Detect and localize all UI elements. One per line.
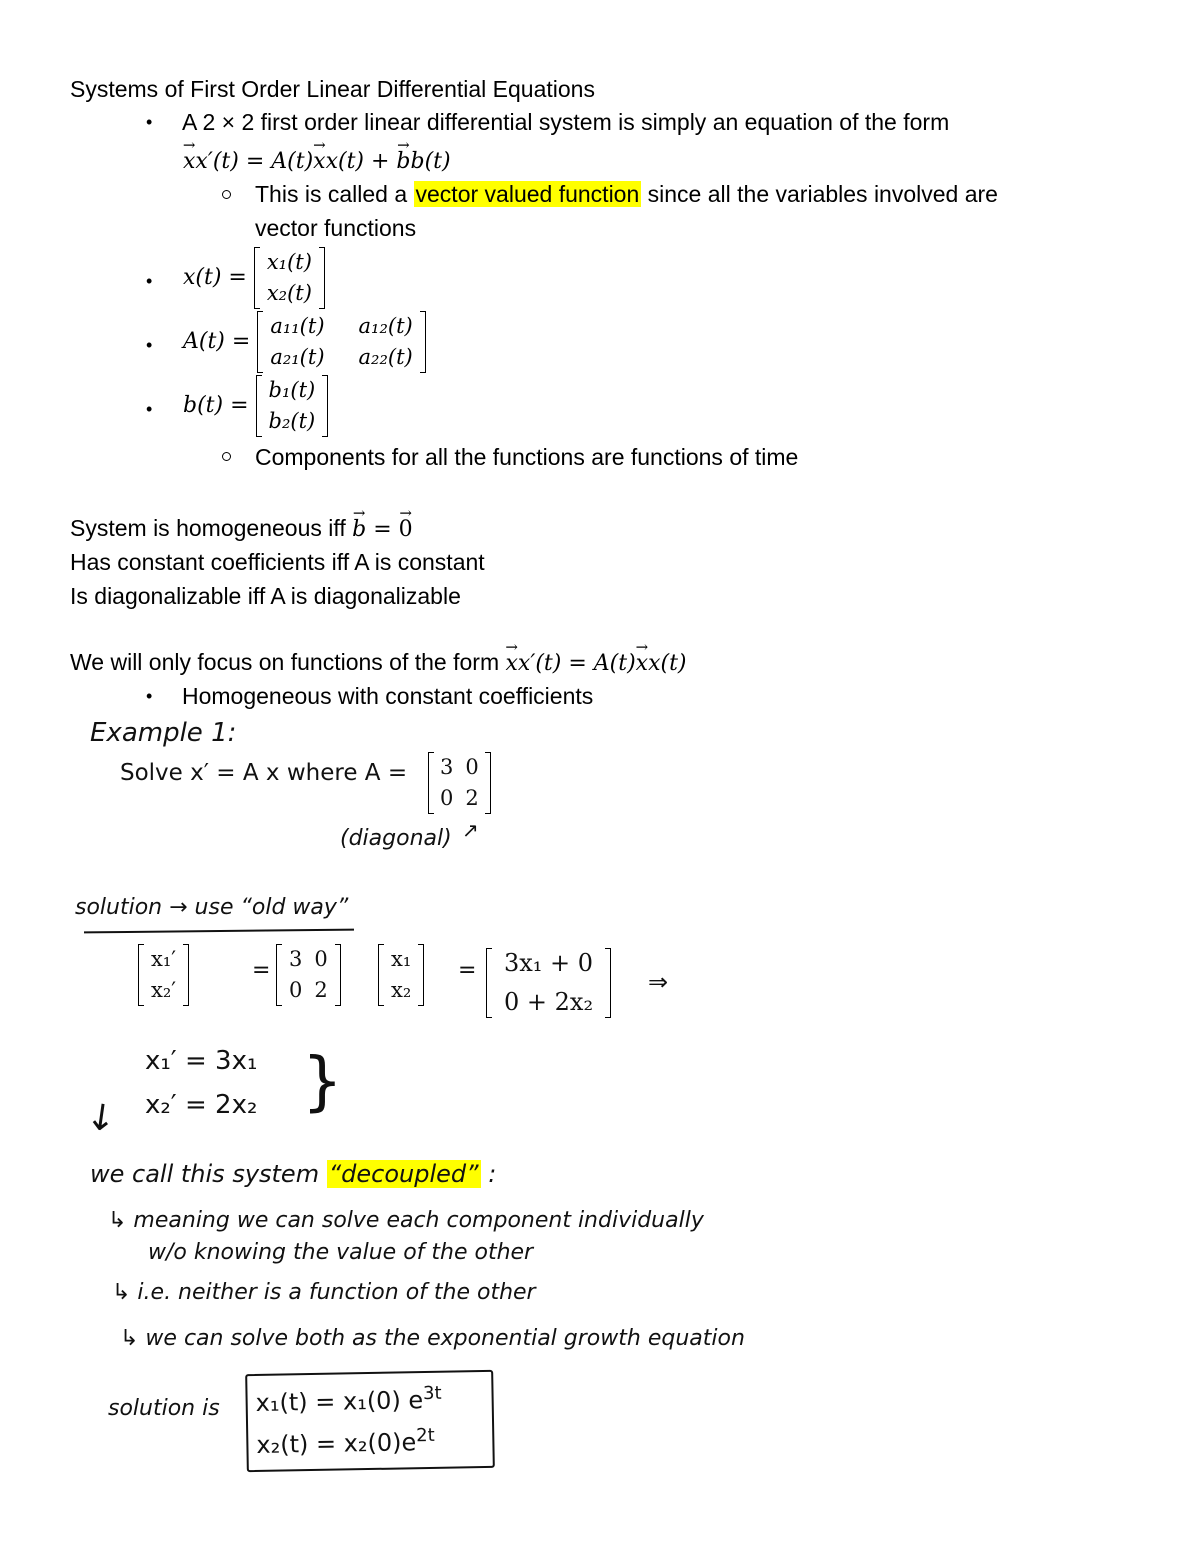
homogeneous-definition: System is homogeneous iff → b = → 0 [70, 513, 413, 545]
a-definition: A(t) = a₁₁(t) a₁₂(t) a₂₁(t) a₂₂(t) [183, 311, 426, 373]
bullet-dot: • [146, 112, 153, 132]
solve-line: Solve x′ = A x where A = [120, 760, 408, 786]
diagonalizable-definition: Is diagonalizable iff A is diagonalizable [70, 583, 461, 609]
note-1: ↳ meaning we can solve each component individually [108, 1208, 704, 1233]
example-title: Example 1: [90, 718, 237, 748]
bullet-dot: • [146, 335, 153, 355]
x-vector-matrix: x₁(t) x₂(t) [254, 247, 325, 309]
x-definition: x(t) = x₁(t) x₂(t) [183, 247, 325, 309]
page-title: Systems of First Order Linear Differential Equations [70, 76, 595, 102]
sub-bullet-1-cont: vector functions [255, 215, 417, 241]
system-result: 3x₁ + 0 0 + 2x₂ [486, 948, 611, 1018]
diagonal-note: (diagonal) [340, 826, 452, 851]
a-matrix: a₁₁(t) a₁₂(t) a₂₁(t) a₂₂(t) [257, 311, 425, 373]
sub-bullet-1: This is called a vector valued function since all the variables involved are [255, 181, 998, 207]
bullet-dot: • [146, 271, 153, 291]
system-lhs: x₁′ x₂′ [138, 944, 189, 1006]
solution-2: $x_2(t) = x_2(0)e^{2t}$ [256, 1424, 435, 1459]
note-1b: w/o knowing the value of the other [148, 1240, 534, 1265]
main-equation: → xx′(t) = A(t)→ xx(t) + → bb(t) [183, 147, 451, 177]
note-2: ↳ i.e. neither is a function of the other [112, 1280, 536, 1305]
highlight-decoupled: “decoupled” [328, 1160, 479, 1188]
solution-label: solution → use “old way” [75, 895, 349, 920]
intro-bullet-text: A 2 × 2 first order linear differential system is simply an equation of the form [182, 109, 950, 135]
system-vector: x₁ x₂ [378, 944, 424, 1006]
implies-arrow: ⇒ [648, 968, 669, 996]
curved-arrow-icon: ↓ [83, 1096, 119, 1141]
focus-statement: We will only focus on functions of the form → xx′(t) = A(t)→ xx(t) [70, 647, 687, 679]
b-vector-matrix: b₁(t) b₂(t) [256, 375, 329, 437]
sub-bullet-circle [222, 190, 231, 199]
sub-bullet-2: Components for all the functions are functions of time [255, 444, 799, 470]
focus-bullet: Homogeneous with constant coefficients [182, 683, 594, 709]
constant-coefficients-definition: Has constant coefficients iff A is constant [70, 549, 485, 575]
system-matrix: 3 0 0 2 [276, 944, 341, 1006]
solution-underline [84, 929, 354, 934]
bullet-dot: • [146, 399, 153, 419]
vec-b: → b [396, 147, 410, 177]
bullet-dot: • [146, 686, 153, 706]
equals-sign: = [458, 958, 477, 983]
solution-1: x₁(t) = x₁(0) $e^{3t}$ [255, 1382, 442, 1417]
b-definition: b(t) = b₁(t) b₂(t) [183, 375, 328, 437]
handwritten-matrix-a: 3 0 0 2 [428, 752, 491, 814]
decoupled-line: we call this system “decoupled” : [90, 1160, 497, 1188]
vec-x-1: → x [183, 147, 195, 177]
solution-box [245, 1370, 495, 1472]
vec-x-2: → x [313, 147, 325, 177]
sub-bullet-circle [222, 452, 231, 461]
highlight-vector-valued-function: vector valued function [415, 181, 640, 207]
curly-brace-icon: } [302, 1045, 343, 1119]
equation-1: x₁′ = 3x₁ [145, 1046, 258, 1076]
arrow-up-icon: ↗ [462, 818, 479, 842]
equation-2: x₂′ = 2x₂ [145, 1090, 258, 1120]
note-3: ↳ we can solve both as the exponential growth equation [120, 1326, 745, 1351]
solution-is-label: solution is [108, 1396, 220, 1421]
equals-sign: = [252, 958, 271, 983]
